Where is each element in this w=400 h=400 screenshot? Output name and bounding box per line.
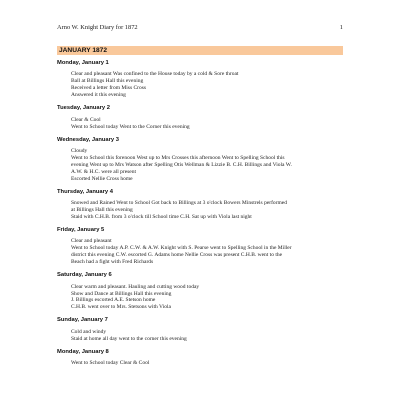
diary-entry xyxy=(57,272,343,311)
entry-text-line: Escorted Nellie Cross home xyxy=(71,175,133,182)
entry-text-line: Beach had a fight with Fred Richards xyxy=(71,259,154,266)
entry-text-line: Went to School this forenoon West up to Mrs Crosses this afternoon Went to Spelling School this xyxy=(71,154,285,161)
day-heading: Monday, January 1 xyxy=(57,60,109,66)
entry-text-line: Went to School today A.P. C.W. & A.W. Knight with S. Pearse went to Spelling School in the Miller xyxy=(71,245,292,252)
entry-text-line: Clear warm and pleasant. Hauling and cutting wood today xyxy=(71,283,200,290)
entry-text-line: evening Went up to Mrs Watson after Spelling Otis Wellman & Lizzie B. C.H. Billings and Viola W. xyxy=(71,161,292,168)
entry-text-line: Ball at Billings Hall this evening xyxy=(71,78,144,85)
entry-text-line: Staid at home all day went to the corner this evening xyxy=(71,335,187,342)
diary-entry xyxy=(57,60,343,99)
diary-entry xyxy=(57,227,343,266)
entry-text-line: Show and Dance at Billings Hall this evening xyxy=(71,290,172,297)
entry-text-line: Received a letter from Miss Cross xyxy=(71,85,146,92)
entry-text-line: Snowed and Rained Went to School Got back to Billings at 3 o'clock Bowers Minstrels performed xyxy=(71,200,287,207)
month-heading: JANUARY 1872 xyxy=(59,47,108,54)
entry-text-line: Went to School today Clear & Cool xyxy=(71,360,150,367)
entry-text-line: C.H.B. went over to Mrs. Stetsons with Viola xyxy=(71,304,171,311)
entry-text-line: J. Billings escorted A.E. Stetson home xyxy=(71,297,156,304)
month-heading-bar xyxy=(57,46,343,55)
diary-entry xyxy=(57,105,343,130)
diary-entry xyxy=(57,317,343,342)
entry-text-line: Staid with C.H.B. from 3 o'clock till School time C.H. Sat up with Viola last night xyxy=(71,213,252,220)
entry-text-line: Clear and pleasant xyxy=(71,238,112,245)
day-heading: Thursday, January 4 xyxy=(57,188,113,195)
diary-entry xyxy=(57,137,343,183)
entry-text-line: Cloudy xyxy=(71,147,88,154)
day-heading: Tuesday, January 2 xyxy=(57,105,110,112)
day-heading: Wednesday, January 3 xyxy=(57,136,119,143)
entry-text-line: Went to School today Went to the Corner this evening xyxy=(71,123,190,130)
diary-entries xyxy=(57,60,343,373)
entry-text-line: Clear & Cool xyxy=(71,116,101,123)
document-title: Arno W. Knight Diary for 1872 xyxy=(57,24,138,31)
entry-text-line: district this evening C.W. escorted G. Adams home Nellie Cross was present C.H.B. went to the xyxy=(71,252,283,259)
diary-entry xyxy=(57,189,343,221)
entry-text-line: Cold and windy xyxy=(71,328,107,335)
day-heading: Monday, January 8 xyxy=(57,348,109,355)
day-heading: Saturday, January 6 xyxy=(57,272,112,279)
diary-entry xyxy=(57,349,343,367)
page-number: 1 xyxy=(339,24,343,31)
entry-text-line: Answered it this evening xyxy=(71,92,126,99)
entry-text-line: Clear and pleasant Was confined to the House today by a cold & Sore throat xyxy=(71,71,239,78)
page-header xyxy=(57,24,343,31)
entry-text-line: at Billings Hall this evening xyxy=(71,207,133,213)
day-heading: Sunday, January 7 xyxy=(57,317,108,324)
entry-text-line: A.W. & H.C. were all present xyxy=(71,168,137,175)
day-heading: Friday, January 5 xyxy=(57,227,105,233)
